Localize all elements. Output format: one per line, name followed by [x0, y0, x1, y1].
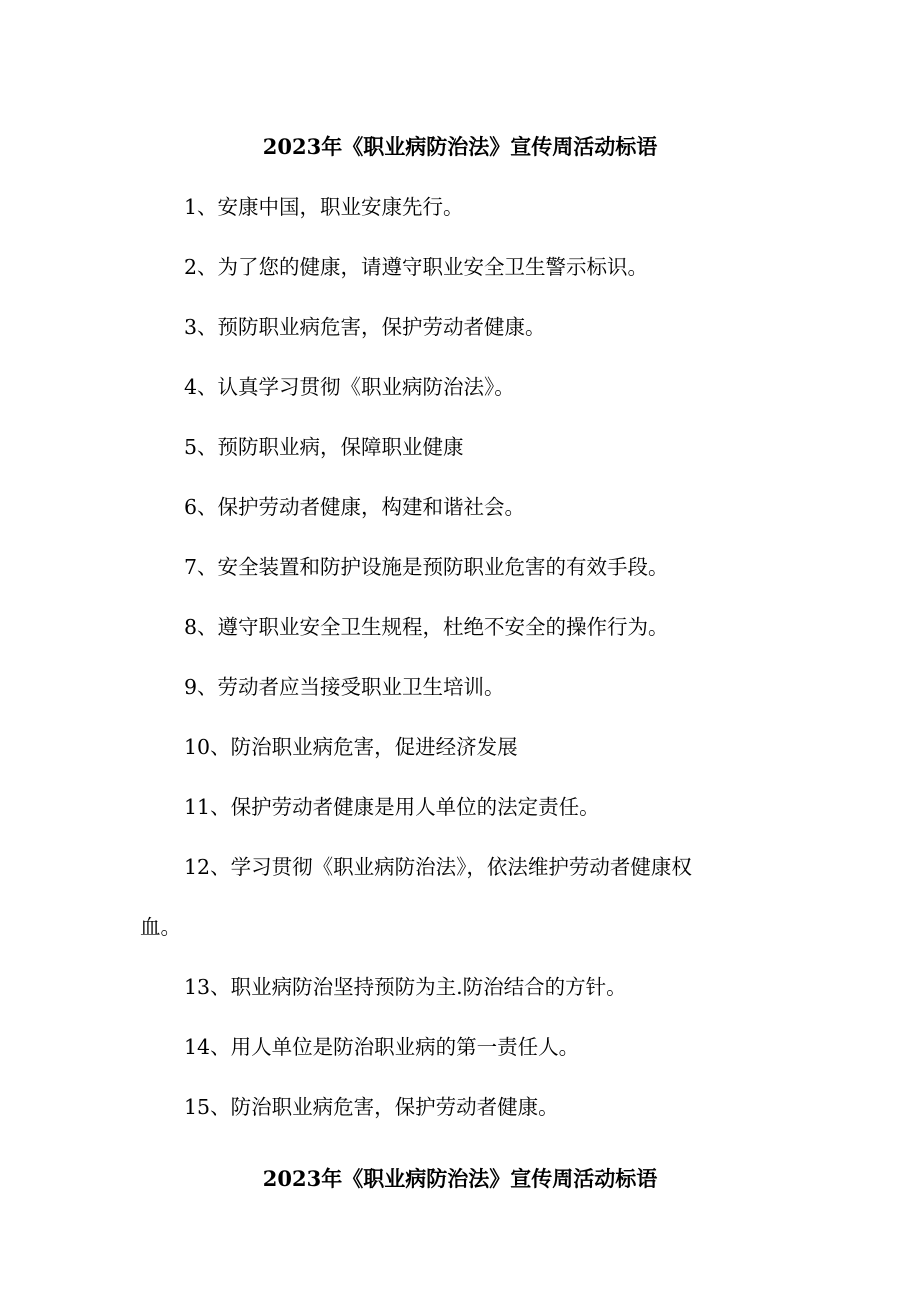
- list-item: [0, 972, 920, 1032]
- slogan-text-line1: 12、学习贯彻《职业病防治法》，依法维护劳动者健康权: [184, 855, 692, 879]
- list-item: [0, 432, 920, 492]
- list-item: [0, 192, 920, 252]
- slogan-text: 10、防治职业病危害，促进经济发展: [184, 735, 518, 759]
- slogan-text-line2: 血。: [140, 915, 181, 939]
- slogan-text: 14、用人单位是防治职业病的第一责任人。: [184, 1035, 580, 1059]
- slogan-text: 6、保护劳动者健康，构建和谐社会。: [184, 495, 526, 519]
- slogan-text: 3、预防职业病危害，保护劳动者健康。: [184, 315, 546, 339]
- slogan-text: 13、职业病防治坚持预防为主.防治结合的方针。: [184, 975, 627, 999]
- slogan-text: 1、安康中国，职业安康先行。: [184, 195, 464, 219]
- slogan-list: [0, 192, 920, 1152]
- list-item: [0, 792, 920, 852]
- slogan-text: 8、遵守职业安全卫生规程，杜绝不安全的操作行为。: [184, 615, 669, 639]
- slogan-text: 4、认真学习贯彻《职业病防治法》。: [184, 375, 515, 399]
- slogan-text: 11、保护劳动者健康是用人单位的法定责任。: [184, 795, 600, 819]
- list-item: [0, 612, 920, 672]
- slogan-text: 2、为了您的健康，请遵守职业安全卫生警示标识。: [184, 255, 649, 279]
- list-item: [0, 672, 920, 732]
- slogan-text: 5、预防职业病，保障职业健康: [184, 435, 464, 459]
- list-item: [0, 1092, 920, 1152]
- list-item: [0, 492, 920, 552]
- list-item: [0, 852, 920, 972]
- list-item: [0, 372, 920, 432]
- list-item: [0, 312, 920, 372]
- list-item: [0, 732, 920, 792]
- list-item: [0, 252, 920, 312]
- document-title: 2023年《职业病防治法》宣传周活动标语: [262, 134, 658, 159]
- list-item: [0, 1032, 920, 1092]
- slogan-text: 9、劳动者应当接受职业卫生培训。: [184, 675, 505, 699]
- document-title-repeat: 2023年《职业病防治法》宣传周活动标语: [262, 1166, 658, 1191]
- slogan-text: 15、防治职业病危害，保护劳动者健康。: [184, 1095, 559, 1119]
- slogan-text: 7、安全装置和防护设施是预防职业危害的有效手段。: [184, 555, 669, 579]
- list-item: [0, 552, 920, 612]
